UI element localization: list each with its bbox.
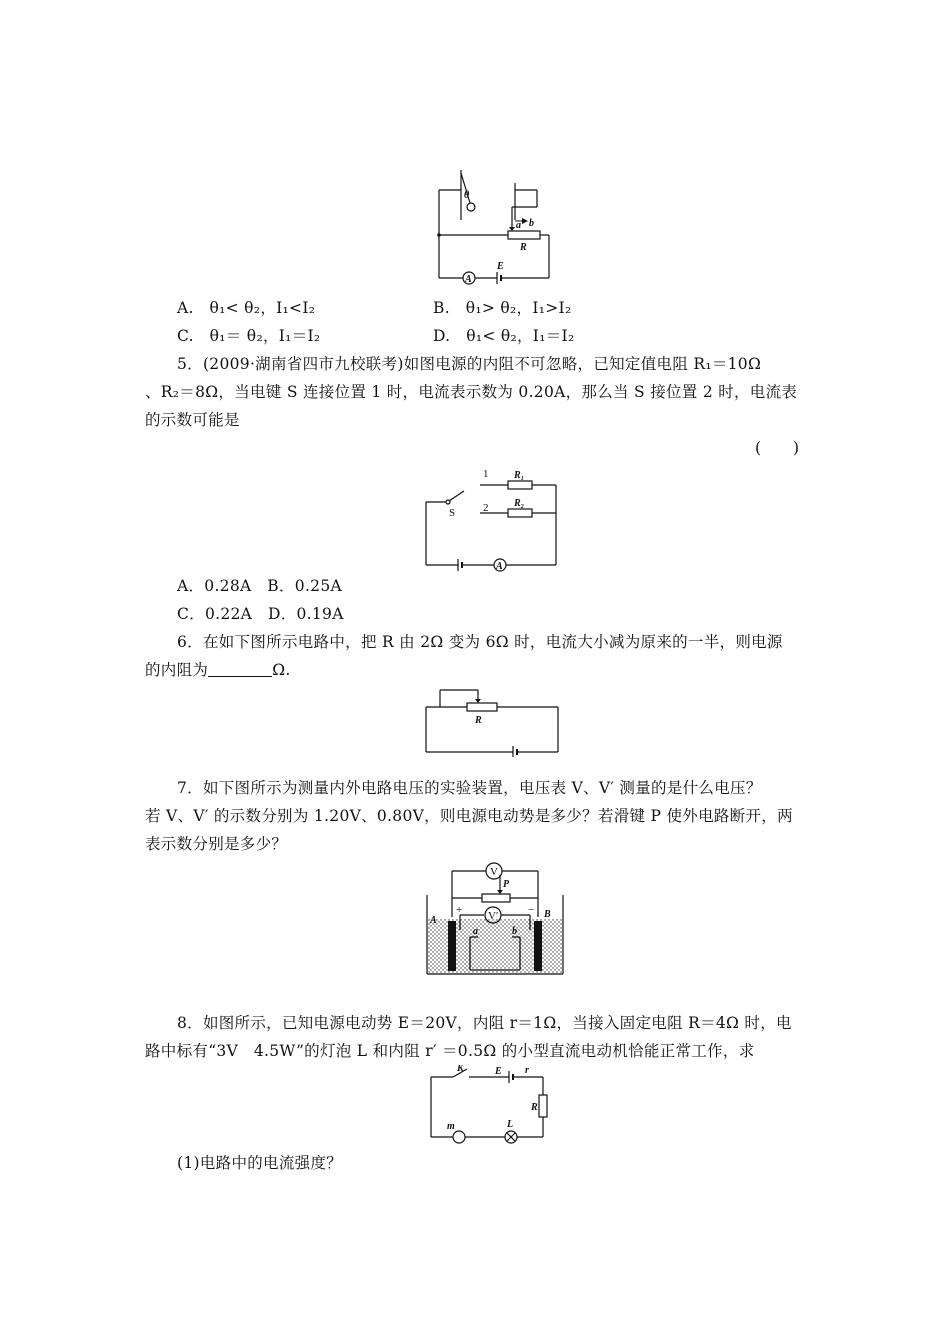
q7-line2: 若 V、V′ 的示数分别为 1.20V、0.80V，则电源电动势是多少？若滑键 P 使外电路断开，两 — [145, 807, 793, 825]
q7-apparatus-svg — [420, 855, 570, 980]
q7-p-label: P — [503, 879, 510, 890]
q6-circuit-figure — [420, 685, 565, 757]
q8-k-label: K — [457, 1065, 464, 1074]
q5-line2: 、R₂＝8Ω，当电键 S 连接位置 1 时，电流表示数为 0.20A，那么当 S 接位置 2 时，电流表 — [145, 383, 798, 401]
q6-line2-prefix: 的内阻为 — [145, 661, 209, 679]
q5-line1: 5．(2009·湖南省四市九校联考)如图电源的内阻不可忽略，已知定值电阻 R₁＝10Ω — [177, 355, 762, 373]
q6-line2-suffix: Ω. — [272, 661, 291, 679]
q7-apparatus-figure — [420, 855, 570, 980]
q6-answer-blank[interactable] — [208, 662, 272, 677]
q7-b-plate-label: B — [544, 909, 551, 920]
q5-answer-bracket: ( ) — [755, 439, 800, 457]
q7-minus-label: − — [528, 904, 535, 916]
q5-switch-label: S — [449, 507, 456, 519]
q6-line2 — [145, 660, 291, 680]
q7-a-label: a — [473, 926, 478, 937]
q8-r-small-label: r — [525, 1065, 529, 1076]
q8-circuit-svg — [425, 1065, 555, 1147]
q8-e-label: E — [495, 1066, 502, 1077]
q5-line3: 的示数可能是 — [145, 411, 240, 429]
q7-line3: 表示数分别是多少？ — [145, 835, 288, 853]
q8-line2: 路中标有“3V 4.5W”的灯泡 L 和内阻 r′ ＝0.5Ω 的小型直流电动机恰能正常工作，求 — [145, 1042, 755, 1060]
q5-r1-label: R₁ — [514, 470, 525, 481]
q6-r-label: R — [475, 715, 482, 726]
q7-v2-label: V′ — [488, 910, 499, 922]
q8-r-label: R — [531, 1102, 538, 1113]
q4-theta-label: θ — [464, 190, 470, 201]
q5-pos1-label: 1 — [483, 468, 489, 480]
q7-line1: 7．如下图所示为测量内外电路电压的实验装置，电压表 V、V′ 测量的是什么电压？ — [177, 779, 762, 797]
q8-line1: 8．如图所示，已知电源电动势 E＝20V，内阻 r＝1Ω，当接入固定电阻 R＝4Ω 时，电 — [177, 1014, 792, 1032]
q7-plus-label: + — [456, 904, 463, 916]
q5-options-row2: C．0.22A D．0.19A — [177, 605, 344, 623]
q4-option-c: C. θ₁＝ θ₂，I₁＝I₂ — [177, 327, 321, 345]
q5-circuit-figure — [420, 465, 565, 577]
q8-circuit-figure — [425, 1065, 555, 1147]
q5-circuit-svg — [420, 465, 565, 577]
q4-circuit-svg — [425, 165, 560, 290]
q6-line1: 6．在如下图所示电路中，把 R 由 2Ω 变为 6Ω 时，电流大小减为原来的一半，则电源 — [177, 633, 783, 651]
q5-r2-label: R₂ — [514, 498, 525, 509]
q4-a-label: a — [516, 220, 521, 231]
q4-e-label: E — [497, 261, 504, 272]
q8-m-label: m — [447, 1121, 455, 1132]
q4-option-d: D. θ₁< θ₂，I₁＝I₂ — [433, 327, 575, 345]
q7-b-label: b — [512, 926, 517, 937]
q4-option-b: B. θ₁> θ₂，I₁>I₂ — [433, 299, 572, 317]
q4-ammeter-label: A — [465, 274, 472, 285]
q4-r-label: R — [520, 242, 527, 253]
q8-l-label: L — [507, 1119, 514, 1130]
q4-circuit-figure — [425, 165, 560, 290]
q4-option-a: A. θ₁< θ₂，I₁<I₂ — [177, 299, 316, 317]
q5-ammeter-label: A — [496, 561, 503, 572]
q8-sub1: (1)电路中的电流强度？ — [177, 1154, 343, 1172]
q4-b-label: b — [529, 218, 534, 229]
q5-options-row1: A．0.28A B．0.25A — [177, 577, 342, 595]
q7-v-label: V — [490, 866, 498, 878]
q6-circuit-svg — [420, 685, 565, 757]
q5-pos2-label: 2 — [483, 502, 489, 514]
q7-a-plate-label: A — [430, 915, 437, 926]
